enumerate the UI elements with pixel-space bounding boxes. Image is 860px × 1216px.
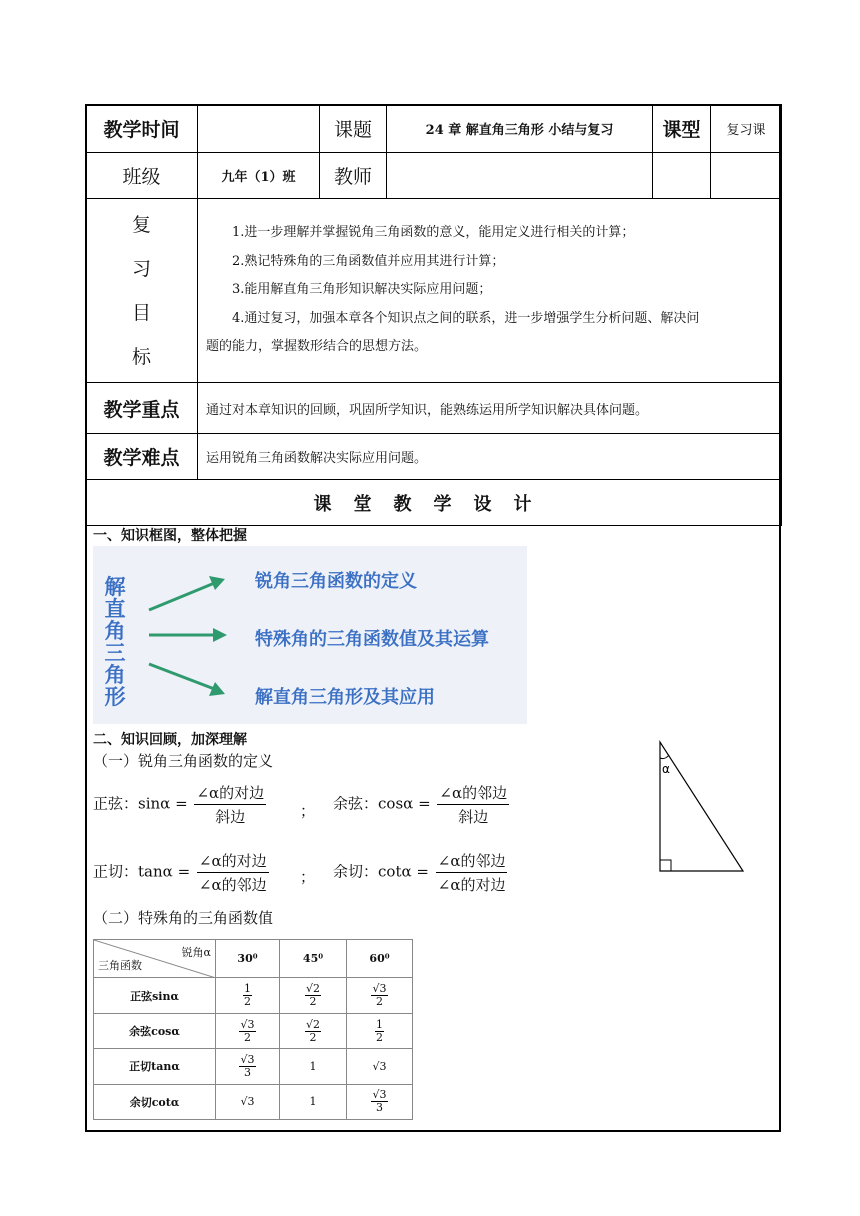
special-angles-table (93, 939, 413, 1120)
cot-fn: cotα (378, 862, 412, 881)
value-fraction (305, 983, 321, 1008)
equals-sign: = (418, 794, 431, 813)
value-fraction (243, 983, 252, 1008)
goals-content (198, 199, 782, 383)
goal-item: 2.熟记特殊角的三角函数值并应用其进行计算； (232, 253, 505, 269)
right-triangle-diagram (655, 738, 750, 878)
teacher-label: 教师 (320, 153, 387, 199)
cot-label: 余切： (333, 862, 379, 881)
function-name-cell: 正切tanα (94, 1049, 216, 1084)
goals-label-char: 标 (131, 345, 151, 368)
fraction-numerator: 1 (376, 1017, 383, 1031)
teacher-value (387, 153, 653, 199)
goal-item: 3.能用解直角三角形知识解决实际应用问题； (232, 282, 492, 298)
section1-title: 一、知识框图，整体把握 (93, 528, 247, 544)
value-cell (347, 1084, 413, 1119)
cos-fn: cosα (378, 794, 414, 813)
sin-fn: sinα (138, 794, 171, 813)
value-cell (280, 1013, 347, 1048)
diagram-item: 锐角三角函数的定义 (255, 571, 417, 592)
table-row (94, 1013, 413, 1048)
cos-numerator: ∠α的邻边 (437, 782, 509, 805)
goal-item: 1.进一步理解并掌握锐角三角函数的意义，能用定义进行相关的计算； (232, 225, 635, 241)
vertical-char: 解 (104, 575, 126, 599)
arrow-icon (149, 664, 217, 690)
key-points-label: 教学重点 (86, 383, 198, 434)
function-name-cell: 余切cotα (94, 1084, 216, 1119)
cot-denominator: ∠α的对边 (437, 876, 506, 894)
vertical-char: 形 (104, 685, 126, 709)
class-label: 班级 (86, 153, 198, 199)
cos-denominator: 斜边 (458, 808, 489, 826)
value-cell (216, 978, 280, 1013)
goal-item: 题的能力，掌握数形结合的思想方法。 (206, 339, 428, 355)
angle-header: 30⁰ (216, 940, 280, 978)
table-row (94, 978, 413, 1013)
knowledge-diagram (93, 546, 527, 724)
fraction-numerator: √3 (240, 1052, 255, 1066)
tan-denominator: ∠α的邻边 (198, 876, 267, 894)
triangle-shape (660, 742, 743, 871)
tan-numerator: ∠α的对边 (197, 850, 269, 873)
equals-sign: = (416, 862, 429, 881)
key-points-text: 通过对本章知识的回顾，巩固所学知识，能熟练运用所学知识解决具体问题。 (198, 383, 782, 434)
fraction-denominator: 2 (309, 1030, 317, 1044)
type-label: 课型 (653, 105, 711, 153)
tan-formula (93, 850, 271, 895)
goal-item: 4.通过复习，加强本章各个知识点之间的联系，进一步增强学生分析问题、解决问 (232, 310, 700, 326)
goals-label-char: 习 (131, 257, 151, 280)
fraction-numerator: √2 (305, 1017, 320, 1031)
separator: ； (300, 868, 316, 886)
value-fraction (239, 1019, 255, 1044)
class-value: 九年（1）班 (198, 153, 320, 199)
fraction-numerator: √3 (372, 982, 387, 996)
fraction-numerator: √3 (240, 1017, 255, 1031)
corner-top-label: 锐角α (181, 946, 211, 959)
value-cell: 1 (280, 1049, 347, 1084)
angle-arc (660, 755, 669, 759)
value-cell (216, 1013, 280, 1048)
fraction-denominator: 2 (243, 1030, 251, 1044)
value-cell (280, 978, 347, 1013)
section2-sub1: （一）锐角三角函数的定义 (93, 752, 274, 770)
tan-fraction (197, 850, 269, 895)
arrow-head-icon (213, 628, 227, 642)
function-name-cell: 正弦sinα (94, 978, 216, 1013)
sin-numerator: ∠α的对边 (194, 782, 266, 805)
table-row (94, 1084, 413, 1119)
value-cell: √3 (347, 1049, 413, 1084)
sin-denominator: 斜边 (215, 808, 246, 826)
vertical-char: 直 (104, 597, 126, 621)
fraction-denominator: 3 (375, 1101, 383, 1115)
section2-title: 二、知识回顾，加深理解 (93, 732, 247, 748)
value-fraction (371, 983, 387, 1008)
equals-sign: = (177, 862, 191, 881)
fraction-denominator: 2 (375, 995, 383, 1009)
fraction-numerator: 1 (244, 982, 251, 996)
lesson-plan-table (85, 104, 782, 526)
value-fraction (239, 1054, 255, 1079)
sin-fraction (194, 782, 266, 827)
fraction-numerator: √2 (305, 982, 320, 996)
fraction-denominator: 3 (243, 1065, 251, 1079)
table-row (94, 1049, 413, 1084)
cot-formula (333, 850, 509, 895)
separator: ； (300, 802, 316, 820)
table-corner-cell (94, 940, 216, 978)
empty-cell (653, 153, 711, 199)
value-fraction (305, 1019, 321, 1044)
diagram-item: 特殊角的三角函数值及其运算 (255, 629, 489, 650)
angle-header: 60⁰ (347, 940, 413, 978)
equals-sign: = (175, 794, 188, 813)
right-angle-mark (660, 860, 671, 871)
section2-sub2: （二）特殊角的三角函数值 (93, 909, 274, 927)
arrow-icon (149, 582, 217, 610)
fraction-denominator: 2 (309, 995, 317, 1009)
goals-label-char: 复 (131, 213, 151, 236)
cot-numerator: ∠α的邻边 (436, 850, 508, 873)
goals-label-char: 目 (131, 301, 151, 324)
table-body (94, 978, 413, 1120)
vertical-char: 角 (104, 663, 126, 687)
difficult-points-label: 教学难点 (86, 434, 198, 480)
value-cell (347, 1013, 413, 1048)
type-value: 复习课 (711, 105, 782, 153)
cos-formula (333, 782, 511, 827)
cot-fraction (436, 850, 508, 895)
function-name-cell: 余弦cosα (94, 1013, 216, 1048)
tan-label: 正切： (93, 862, 139, 881)
cos-label: 余弦： (333, 794, 379, 813)
diagram-item: 解直角三角形及其应用 (255, 687, 435, 708)
teaching-time-label: 教学时间 (86, 105, 198, 153)
sin-formula (93, 782, 268, 827)
design-title: 课堂教学设计 (86, 480, 782, 526)
angle-header: 45⁰ (280, 940, 347, 978)
value-cell (216, 1049, 280, 1084)
tan-fn: tanα (138, 862, 173, 881)
fraction-numerator: √3 (372, 1088, 387, 1102)
fraction-denominator: 2 (376, 1030, 383, 1044)
triangle-angle-label: α (662, 762, 670, 776)
goals-label (86, 199, 198, 383)
vertical-char: 三 (104, 641, 126, 665)
topic-value: 24 章 解直角三角形 小结与复习 (387, 105, 653, 153)
corner-bottom-label: 三角函数 (98, 959, 142, 973)
empty-cell (711, 153, 782, 199)
cos-fraction (437, 782, 509, 827)
sin-label: 正弦： (93, 794, 139, 813)
teaching-time-value (198, 105, 320, 153)
topic-label: 课题 (320, 105, 387, 153)
difficult-points-text: 运用锐角三角函数解决实际应用问题。 (198, 434, 782, 480)
value-cell: √3 (216, 1084, 280, 1119)
value-fraction (371, 1089, 387, 1114)
value-fraction (375, 1019, 384, 1044)
fraction-denominator: 2 (244, 995, 251, 1009)
value-cell: 1 (280, 1084, 347, 1119)
value-cell (347, 978, 413, 1013)
vertical-char: 角 (104, 619, 126, 643)
